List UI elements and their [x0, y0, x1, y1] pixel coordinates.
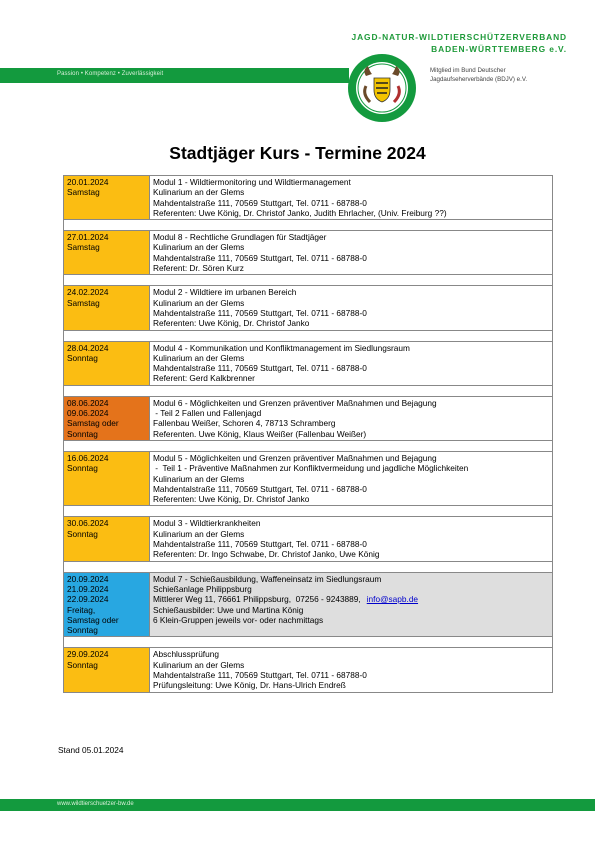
info-line [153, 363, 549, 373]
spacer-cell [64, 561, 553, 572]
info-line [153, 308, 549, 318]
info-text: Modul 5 - Möglichkeiten und Grenzen präventiver Maßnahmen und Bejagung [153, 452, 437, 463]
header-green-bar [0, 68, 349, 83]
info-text: - Teil 2 Fallen und Fallenjagd [153, 408, 262, 419]
membership-note [430, 66, 595, 84]
schedule-table [63, 175, 553, 693]
info-line [153, 253, 549, 263]
info-cell [150, 286, 553, 330]
date-cell [64, 451, 150, 505]
info-text: Mahdentalstraße 111, 70569 Stuttgart, Tel. 0711 - 68788-0 [153, 307, 367, 318]
schedule-row [64, 517, 553, 561]
info-text: Kulinarium an der Glems [153, 352, 245, 363]
schedule-row [64, 451, 553, 505]
info-cell [150, 517, 553, 561]
date-line: Sonntag [67, 659, 98, 670]
date-line: 30.06.2024 [67, 518, 109, 529]
info-text: Modul 3 - Wildtierkrankheiten [153, 518, 261, 529]
row-spacer [64, 637, 553, 648]
date-line: 22.09.2024 [67, 594, 109, 605]
info-line [153, 408, 549, 418]
info-line [153, 594, 549, 604]
schedule-row [64, 341, 553, 385]
info-cell [150, 451, 553, 505]
info-line [153, 605, 549, 615]
info-text: Mahdentalstraße 111, 70569 Stuttgart, Tel. 0711 - 68788-0 [153, 363, 367, 374]
date-cell [64, 341, 150, 385]
date-line: 09.06.2024 [67, 408, 109, 419]
spacer-cell [64, 330, 553, 341]
org-name-line1: JAGD-NATUR-WILDTIERSCHÜTZERVERBAND [351, 32, 567, 42]
info-line [153, 198, 549, 208]
info-line [153, 660, 549, 670]
info-text: Referenten: Uwe König, Dr. Christof Janko, Judith Ehrlacher, (Univ. Freiburg ??) [153, 207, 447, 218]
info-text: Referent: Gerd Kalkbrenner [153, 373, 255, 384]
info-text: Schießausbilder: Uwe und Martina König [153, 604, 304, 615]
info-text: Referenten: Uwe König, Dr. Christof Janko [153, 318, 310, 329]
info-line [153, 298, 549, 308]
date-line: 16.06.2024 [67, 452, 109, 463]
info-line [153, 494, 549, 504]
spacer-cell [64, 440, 553, 451]
info-line [153, 242, 549, 252]
date-line: Freitag, [67, 604, 96, 615]
info-line [153, 429, 549, 439]
date-line: Sonntag [67, 428, 98, 439]
spacer-cell [64, 385, 553, 396]
info-line [153, 453, 549, 463]
info-line [153, 343, 549, 353]
date-line: 21.09.2024 [67, 583, 109, 594]
date-line: Samstag [67, 187, 100, 198]
info-text: Modul 7 - Schießausbildung, Waffeneinsatz im Siedlungsraum [153, 573, 382, 584]
schedule-row [64, 231, 553, 275]
info-line [153, 518, 549, 528]
date-cell [64, 517, 150, 561]
schedule-row [64, 396, 553, 440]
info-text: Mittlerer Weg 11, 76661 Philippsburg, 07256 - 9243889, [153, 594, 361, 605]
schedule-row [64, 648, 553, 692]
info-cell [150, 341, 553, 385]
info-line [153, 549, 549, 559]
info-text: Kulinarium an der Glems [153, 473, 245, 484]
row-spacer [64, 385, 553, 396]
footer-green-bar [0, 799, 595, 811]
info-text: Kulinarium an der Glems [153, 187, 245, 198]
spacer-cell [64, 220, 553, 231]
info-line [153, 574, 549, 584]
info-text: Mahdentalstraße 111, 70569 Stuttgart, Tel. 0711 - 68788-0 [153, 197, 367, 208]
date-line: 29.09.2024 [67, 649, 109, 660]
info-line [153, 232, 549, 242]
date-line: Samstag oder [67, 614, 119, 625]
info-line [153, 649, 549, 659]
membership-line2: Jagdaufseherverbände (BDJV) e.V. [430, 76, 528, 83]
membership-line1: Mitglied im Bund Deutscher [430, 67, 506, 74]
info-text: Mahdentalstraße 111, 70569 Stuttgart, Tel. 0711 - 68788-0 [153, 539, 367, 550]
info-text: Referenten: Uwe König, Dr. Christof Janko [153, 494, 310, 505]
slogan: Passion • Kompetenz • Zuverlässigkeit [57, 71, 164, 77]
info-text: Kulinarium an der Glems [153, 659, 245, 670]
date-line: Samstag [67, 242, 100, 253]
info-text: Kulinarium an der Glems [153, 297, 245, 308]
info-line [153, 584, 549, 594]
info-text: Referent: Dr. Sören Kurz [153, 263, 244, 274]
date-line: 20.01.2024 [67, 177, 109, 187]
info-cell [150, 176, 553, 220]
info-text: Mahdentalstraße 111, 70569 Stuttgart, Tel. 0711 - 68788-0 [153, 669, 367, 680]
info-text: Modul 4 - Kommunikation und Konfliktmanagement im Siedlungsraum [153, 342, 410, 353]
info-line [153, 263, 549, 273]
row-spacer [64, 220, 553, 231]
row-spacer [64, 275, 553, 286]
info-text: Kulinarium an der Glems [153, 528, 245, 539]
info-cell [150, 572, 553, 637]
info-text: 6 Klein-Gruppen jeweils vor- oder nachmittags [153, 614, 324, 625]
info-text: Modul 1 - Wildtiermonitoring und Wildtiermanagement [153, 177, 351, 187]
info-line [153, 418, 549, 428]
date-cell [64, 231, 150, 275]
row-spacer [64, 506, 553, 517]
date-cell [64, 396, 150, 440]
date-line: 08.06.2024 [67, 397, 109, 408]
info-line [153, 353, 549, 363]
stand-date: Stand 05.01.2024 [58, 745, 124, 755]
info-line [153, 474, 549, 484]
info-line [153, 177, 549, 187]
date-line: 24.02.2024 [67, 287, 109, 298]
info-cell [150, 648, 553, 692]
spacer-cell [64, 506, 553, 517]
info-text: Mahdentalstraße 111, 70569 Stuttgart, Tel. 0711 - 68788-0 [153, 483, 367, 494]
schedule-row [64, 286, 553, 330]
info-line [153, 287, 549, 297]
row-spacer [64, 561, 553, 572]
info-text: Kulinarium an der Glems [153, 242, 245, 253]
association-seal-logo [346, 52, 418, 124]
info-text: Referenten. Uwe König, Klaus Weißer (Fallenbau Weißer) [153, 428, 367, 439]
date-cell [64, 176, 150, 220]
date-line: Samstag [67, 297, 100, 308]
info-line [153, 615, 549, 625]
info-line [153, 187, 549, 197]
date-cell [64, 648, 150, 692]
date-line: 28.04.2024 [67, 342, 109, 353]
info-text: - Teil 1 - Präventive Maßnahmen zur Konfliktvermeidung und jagdliche Möglichkeiten [153, 463, 469, 474]
date-line: Sonntag [67, 528, 98, 539]
info-line [153, 680, 549, 690]
info-text: Abschlussprüfung [153, 649, 219, 660]
date-cell [64, 286, 150, 330]
date-line: 27.01.2024 [67, 232, 109, 243]
date-line: Samstag oder [67, 418, 119, 429]
info-line [153, 539, 549, 549]
info-text: Modul 8 - Rechtliche Grundlagen für Stadtjäger [153, 232, 327, 243]
info-line [153, 484, 549, 494]
row-spacer [64, 440, 553, 451]
info-text: Modul 2 - Wildtiere im urbanen Bereich [153, 287, 297, 298]
info-cell [150, 396, 553, 440]
info-text: Fallenbau Weißer, Schoren 4, 78713 Schramberg [153, 418, 336, 429]
date-line: Sonntag [67, 352, 98, 363]
info-text: Schießanlage Philippsburg [153, 583, 252, 594]
info-line [153, 529, 549, 539]
row-spacer [64, 330, 553, 341]
spacer-cell [64, 637, 553, 648]
info-text: Modul 6 - Möglichkeiten und Grenzen präventiver Maßnahmen und Bejagung [153, 397, 437, 408]
schedule-row [64, 572, 553, 637]
schedule-row [64, 176, 553, 220]
info-line [153, 208, 549, 218]
date-line: Sonntag [67, 463, 98, 474]
date-line: Sonntag [67, 625, 98, 636]
spacer-cell [64, 275, 553, 286]
info-text: Referenten: Dr. Ingo Schwabe, Dr. Christof Janko, Uwe König [153, 549, 380, 560]
footer-url: www.wildtierschuetzer-bw.de [57, 801, 134, 807]
info-line [153, 318, 549, 328]
info-text: Mahdentalstraße 111, 70569 Stuttgart, Tel. 0711 - 68788-0 [153, 252, 367, 263]
info-line [153, 670, 549, 680]
org-name-line2: BADEN-WÜRTTEMBERG e.V. [431, 44, 567, 54]
date-line: 20.09.2024 [67, 573, 109, 584]
info-line [153, 463, 549, 473]
info-line [153, 373, 549, 383]
page-title: Stadtjäger Kurs - Termine 2024 [169, 143, 426, 163]
info-text: Prüfungsleitung: Uwe König, Dr. Hans-Ulrich Endreß [153, 680, 346, 691]
email-link[interactable]: info@sapb.de [366, 594, 419, 605]
info-cell [150, 231, 553, 275]
date-cell [64, 572, 150, 637]
info-line [153, 398, 549, 408]
